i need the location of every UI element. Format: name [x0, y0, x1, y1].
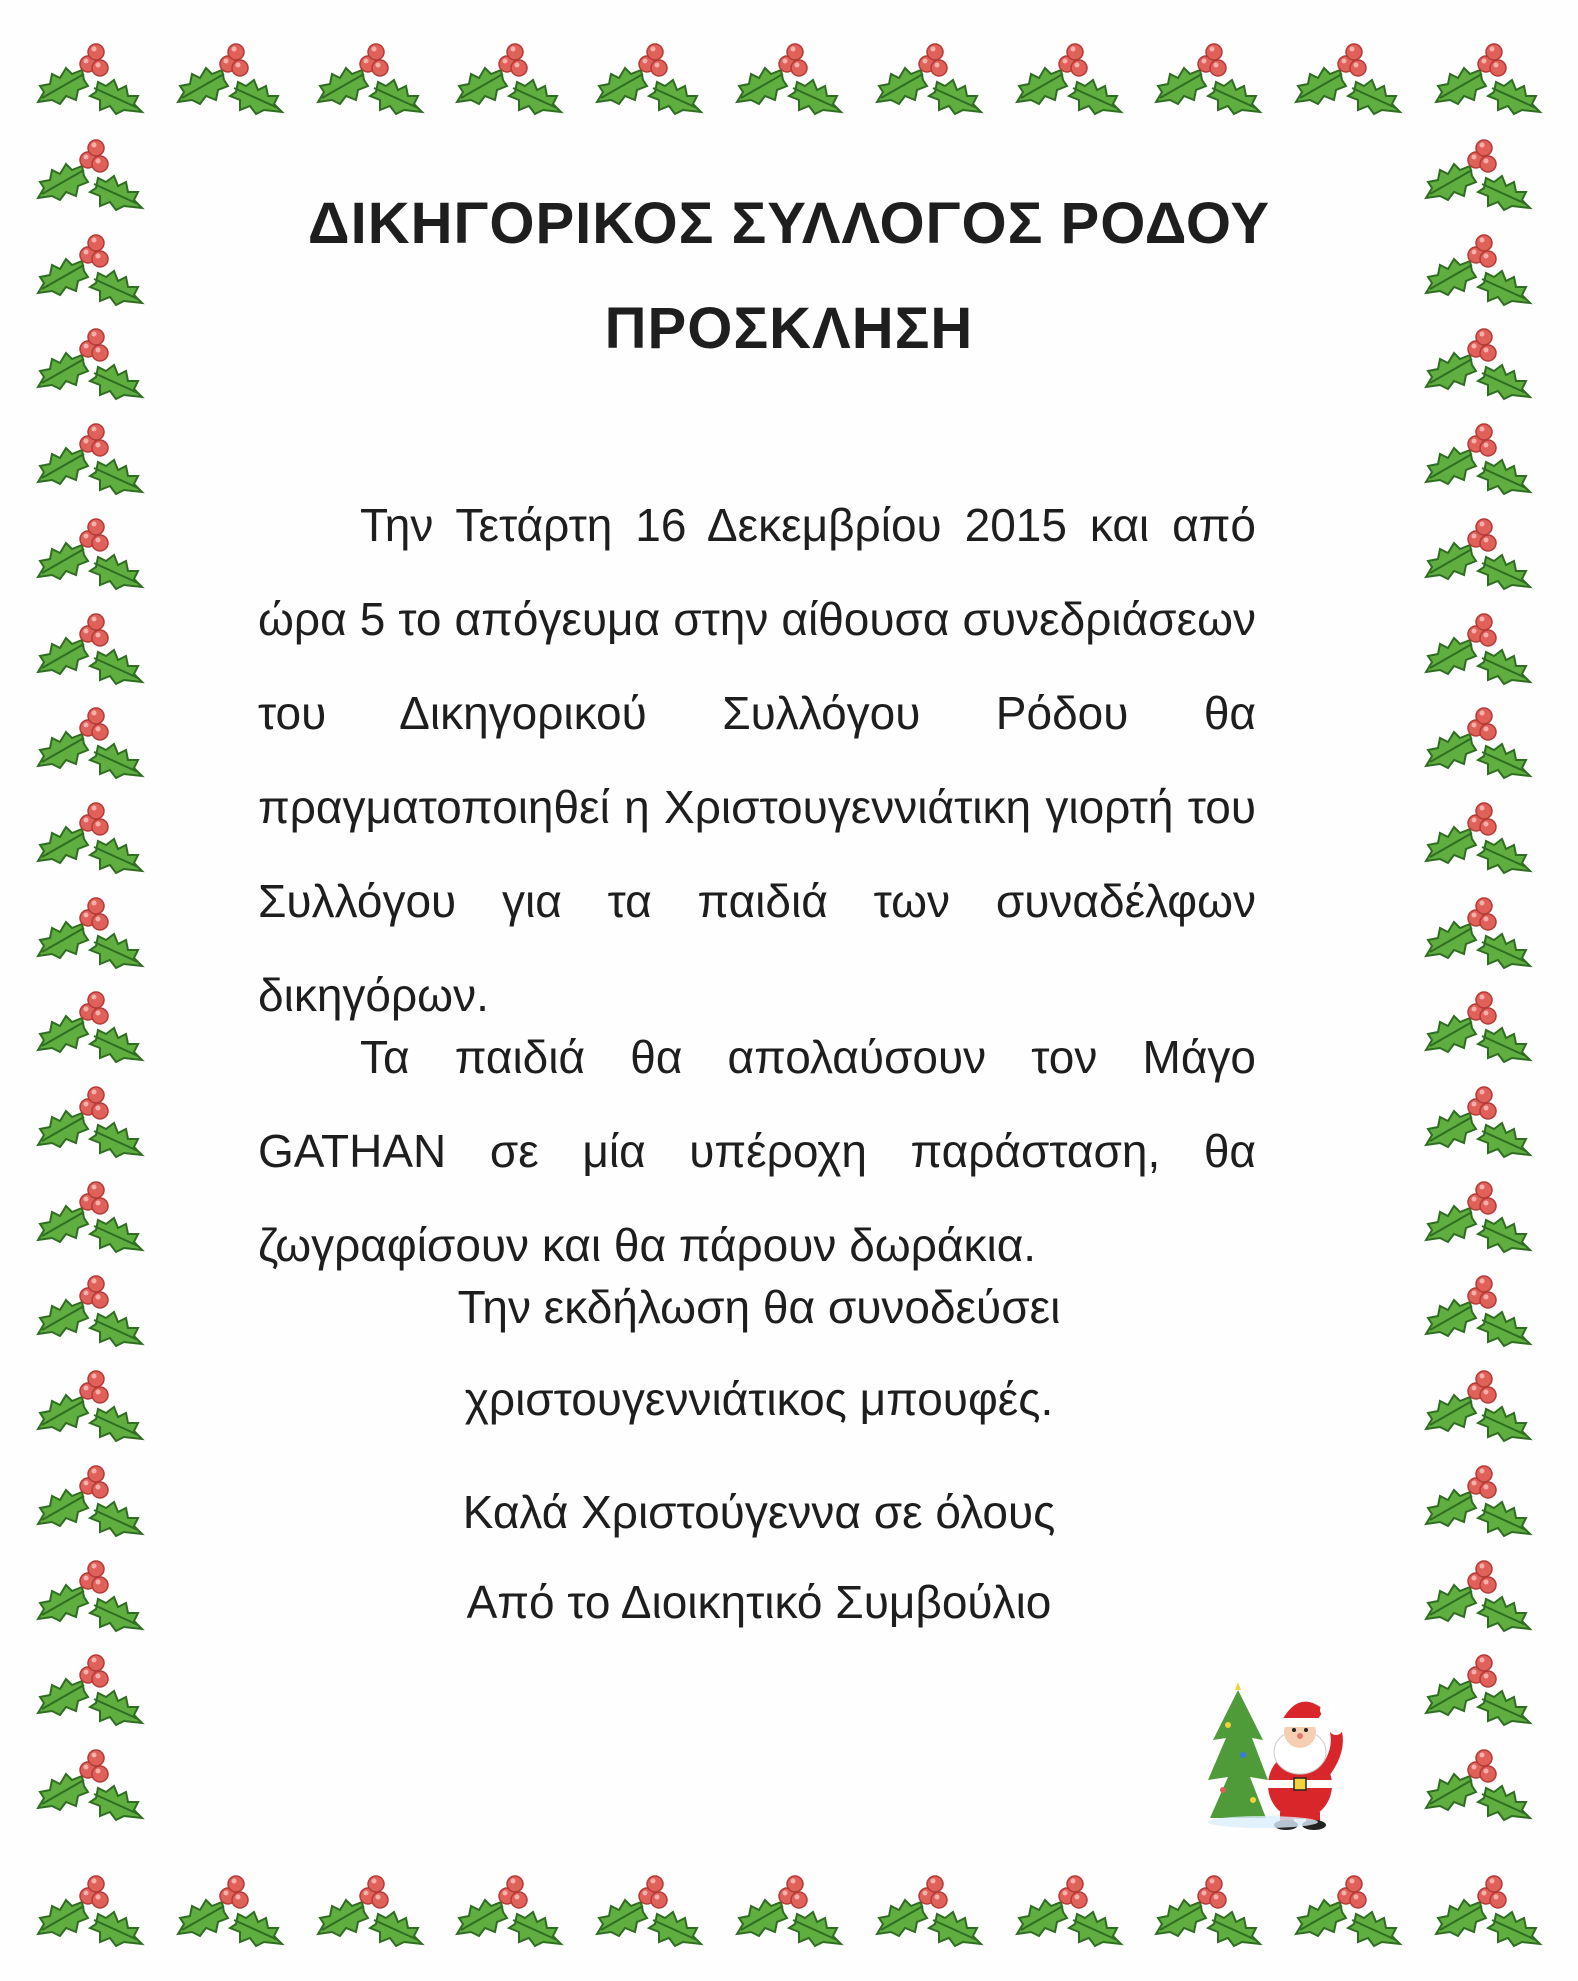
holly-icon: [1418, 1641, 1538, 1731]
holly-icon: [30, 1168, 150, 1258]
holly-icon: [30, 30, 150, 120]
holly-icon: [310, 1862, 430, 1952]
holly-border-bottom: [30, 1862, 1548, 1952]
association-title: ΔΙΚΗΓΟΡΙΚΟΣ ΣΥΛΛΟΓΟΣ ΡΟΔΟΥ: [307, 191, 1271, 256]
holly-icon: [869, 30, 989, 120]
holly-icon: [170, 1862, 290, 1952]
buffet-line-1: Την εκδήλωση θα συνοδεύσει: [457, 1281, 1061, 1333]
holly-icon: [1418, 505, 1538, 595]
holly-border-right: [1418, 126, 1538, 1826]
holly-icon: [30, 789, 150, 879]
holly-icon: [30, 600, 150, 690]
holly-border-top: [30, 30, 1548, 120]
holly-icon: [1418, 694, 1538, 784]
holly-icon: [1009, 1862, 1129, 1952]
holly-icon: [30, 1736, 150, 1826]
santa-with-tree-icon: [1208, 1680, 1348, 1830]
holly-icon: [1009, 30, 1129, 120]
holly-icon: [30, 978, 150, 1068]
event-details-paragraph: Την Τετάρτη 16 Δεκεμβρίου 2015 και από ώρα 5 το απόγευμα στην αίθουσα συνεδριάσεων του Δικηγορικού Συλλόγου Ρόδου θα πραγματοποιηθεί η Χριστουγεννιάτικη γιορτή του Συλλόγου για τα παιδιά των συναδέλφων δικηγόρων.: [258, 499, 1256, 1021]
holly-icon: [1148, 30, 1268, 120]
holly-icon: [1428, 1862, 1548, 1952]
holly-icon: [310, 30, 430, 120]
holly-icon: [869, 1862, 989, 1952]
greeting-line: Καλά Χριστούγεννα σε όλους: [462, 1486, 1056, 1538]
holly-icon: [1288, 1862, 1408, 1952]
holly-icon: [1418, 1073, 1538, 1163]
holly-icon: [1418, 600, 1538, 690]
holly-icon: [1418, 1736, 1538, 1826]
holly-icon: [1418, 789, 1538, 879]
holly-icon: [589, 30, 709, 120]
signature-line: Από το Διοικητικό Συμβούλιο: [466, 1576, 1052, 1628]
holly-icon: [729, 30, 849, 120]
activities-body: [258, 1010, 1256, 1292]
holly-icon: [449, 1862, 569, 1952]
holly-icon: [1418, 884, 1538, 974]
invitation-title: ΠΡΟΣΚΛΗΣΗ: [604, 296, 974, 361]
holly-icon: [1418, 1168, 1538, 1258]
holly-icon: [1288, 30, 1408, 120]
holly-border-left: [30, 126, 150, 1826]
holly-icon: [30, 410, 150, 500]
activities-paragraph: Τα παιδιά θα απολαύσουν τον Μάγο GATHAN σε μία υπέροχη παράσταση, θα ζωγραφίσουν και θα πάρουν δωράκια.: [258, 1031, 1256, 1271]
holly-icon: [1148, 1862, 1268, 1952]
holly-icon: [449, 30, 569, 120]
holly-icon: [30, 505, 150, 595]
holly-icon: [170, 30, 290, 120]
holly-icon: [30, 1862, 150, 1952]
holly-icon: [30, 1073, 150, 1163]
holly-icon: [729, 1862, 849, 1952]
invitation-body: [258, 478, 1256, 1042]
holly-icon: [30, 1641, 150, 1731]
buffet-line-2: χριστουγεννιάτικος μπουφές.: [464, 1373, 1054, 1425]
holly-icon: [1418, 410, 1538, 500]
holly-icon: [30, 694, 150, 784]
holly-icon: [589, 1862, 709, 1952]
holly-icon: [1428, 30, 1548, 120]
holly-icon: [30, 884, 150, 974]
holly-icon: [1418, 978, 1538, 1068]
